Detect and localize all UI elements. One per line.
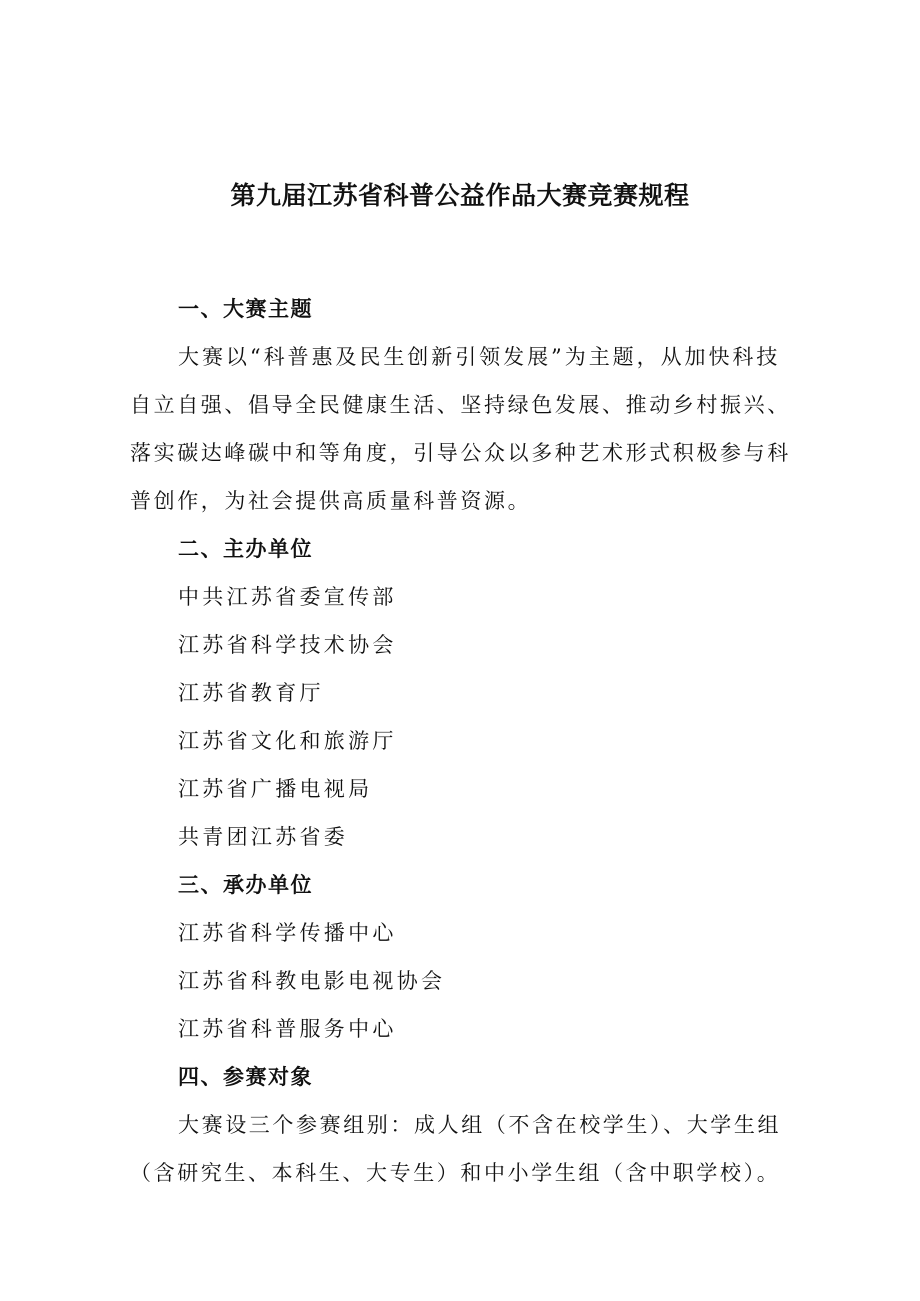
- list-item: 江苏省文化和旅游厅: [178, 729, 397, 753]
- list-item: 江苏省科教电影电视协会: [178, 969, 446, 993]
- section-heading-organizers: 三、承办单位: [178, 873, 313, 897]
- paragraph-line: 落实碳达峰碳中和等角度，引导公众以多种艺术形式积极参与科: [130, 441, 791, 465]
- document-body: [130, 285, 791, 1197]
- document-title: 第九届江苏省科普公益作品大赛竞赛规程: [230, 181, 690, 210]
- paragraph-line: 大赛以“科普惠及民生创新引领发展”为主题，从加快科技: [178, 345, 780, 369]
- paragraph-line: 普创作，为社会提供高质量科普资源。: [130, 489, 532, 513]
- section-heading-hosts: 二、主办单位: [178, 537, 313, 561]
- list-item: 江苏省教育厅: [178, 681, 324, 705]
- paragraph-line: （含研究生、本科生、大专生）和中小学生组（含中职学校）。: [130, 1161, 781, 1185]
- list-item: 江苏省广播电视局: [178, 777, 373, 801]
- paragraph-line: 大赛设三个参赛组别：成人组（不含在校学生）、大学生组: [178, 1113, 782, 1137]
- section-heading-theme: 一、大赛主题: [178, 297, 313, 321]
- list-item: 江苏省科学技术协会: [178, 633, 397, 657]
- list-item: 中共江苏省委宣传部: [178, 585, 397, 609]
- list-item: 江苏省科学传播中心: [178, 921, 397, 945]
- section-heading-participants: 四、参赛对象: [178, 1065, 313, 1089]
- paragraph-line: 自立自强、倡导全民健康生活、坚持绿色发展、推动乡村振兴、: [130, 393, 791, 417]
- list-item: 江苏省科普服务中心: [178, 1017, 397, 1041]
- list-item: 共青团江苏省委: [178, 825, 349, 849]
